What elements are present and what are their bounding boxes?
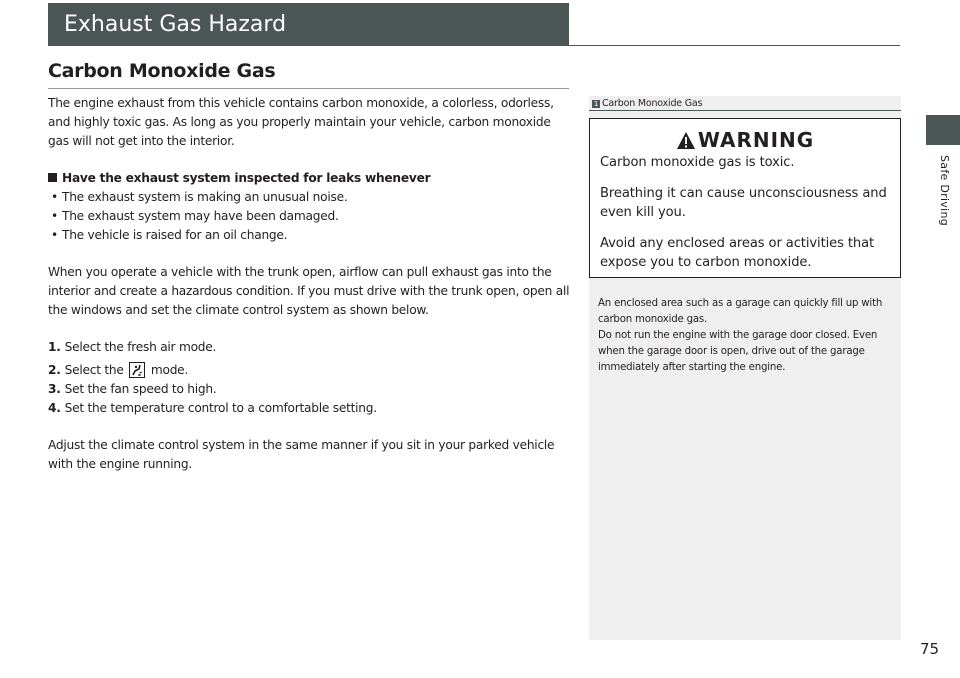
chapter-title: Exhaust Gas Hazard [48, 3, 569, 45]
note-line: Do not run the engine with the garage door closed. Even when the garage door is open, drive out of the garage immediately after starting the engine. [598, 330, 878, 373]
square-bullet-icon [48, 173, 57, 182]
step-item: 4. Set the temperature control to a comfortable setting. [48, 401, 377, 415]
section-tab-label: Safe Driving [938, 155, 951, 227]
sidebar-notes [589, 96, 901, 640]
page-number: 75 [920, 640, 940, 658]
warning-line: Carbon monoxide gas is toxic. [600, 155, 795, 170]
list-item: • The exhaust system is making an unusual noise. [48, 188, 570, 207]
warning-text [600, 153, 890, 272]
sidebar-note [598, 296, 898, 376]
section-title: Carbon Monoxide Gas [48, 60, 276, 82]
main-content [48, 94, 570, 474]
floor-defrost-mode-icon [129, 362, 145, 378]
note-line: An enclosed area such as a garage can quickly fill up with carbon monoxide gas. [598, 298, 883, 325]
steps-list [48, 338, 570, 418]
list-item: • The vehicle is raised for an oil change. [48, 226, 570, 245]
intro-paragraph: The engine exhaust from this vehicle contains carbon monoxide, a colorless, odorless, and highly toxic gas. As long as you properly maintain your vehicle, carbon monoxide gas will not get into the interior. [48, 96, 554, 148]
warning-header: WARNING [590, 127, 900, 153]
warning-line: Avoid any enclosed areas or activities that expose you to carbon monoxide. [600, 236, 875, 270]
warning-box [589, 118, 901, 278]
step-item: 3. Set the fan speed to high. [48, 382, 217, 396]
warning-triangle-icon [676, 131, 696, 150]
section-title-rule [48, 88, 569, 89]
sidebar-rule [589, 110, 901, 111]
sidebar-reference-title: 1 Carbon Monoxide Gas [593, 98, 703, 109]
closing-paragraph: Adjust the climate control system in the same manner if you sit in your parked vehicle with the engine running. [48, 438, 555, 471]
step-item: 1. Select the fresh air mode. [48, 340, 217, 354]
trunk-paragraph: When you operate a vehicle with the trunk open, airflow can pull exhaust gas into the interior and create a hazardous condition. If you must drive with the trunk open, open all the windows and set the climate control system as shown below. [48, 265, 570, 317]
reference-mark-icon: 1 [593, 100, 599, 108]
list-item: • The exhaust system may have been damaged. [48, 207, 570, 226]
inspection-list [48, 188, 570, 245]
inspection-heading: Have the exhaust system inspected for leaks whenever [48, 169, 570, 188]
warning-line: Breathing it can cause unconsciousness and even kill you. [600, 186, 887, 220]
step-item: 2. Select the mode. [48, 363, 189, 377]
section-tab [926, 115, 960, 145]
chapter-title-rule [48, 45, 900, 46]
